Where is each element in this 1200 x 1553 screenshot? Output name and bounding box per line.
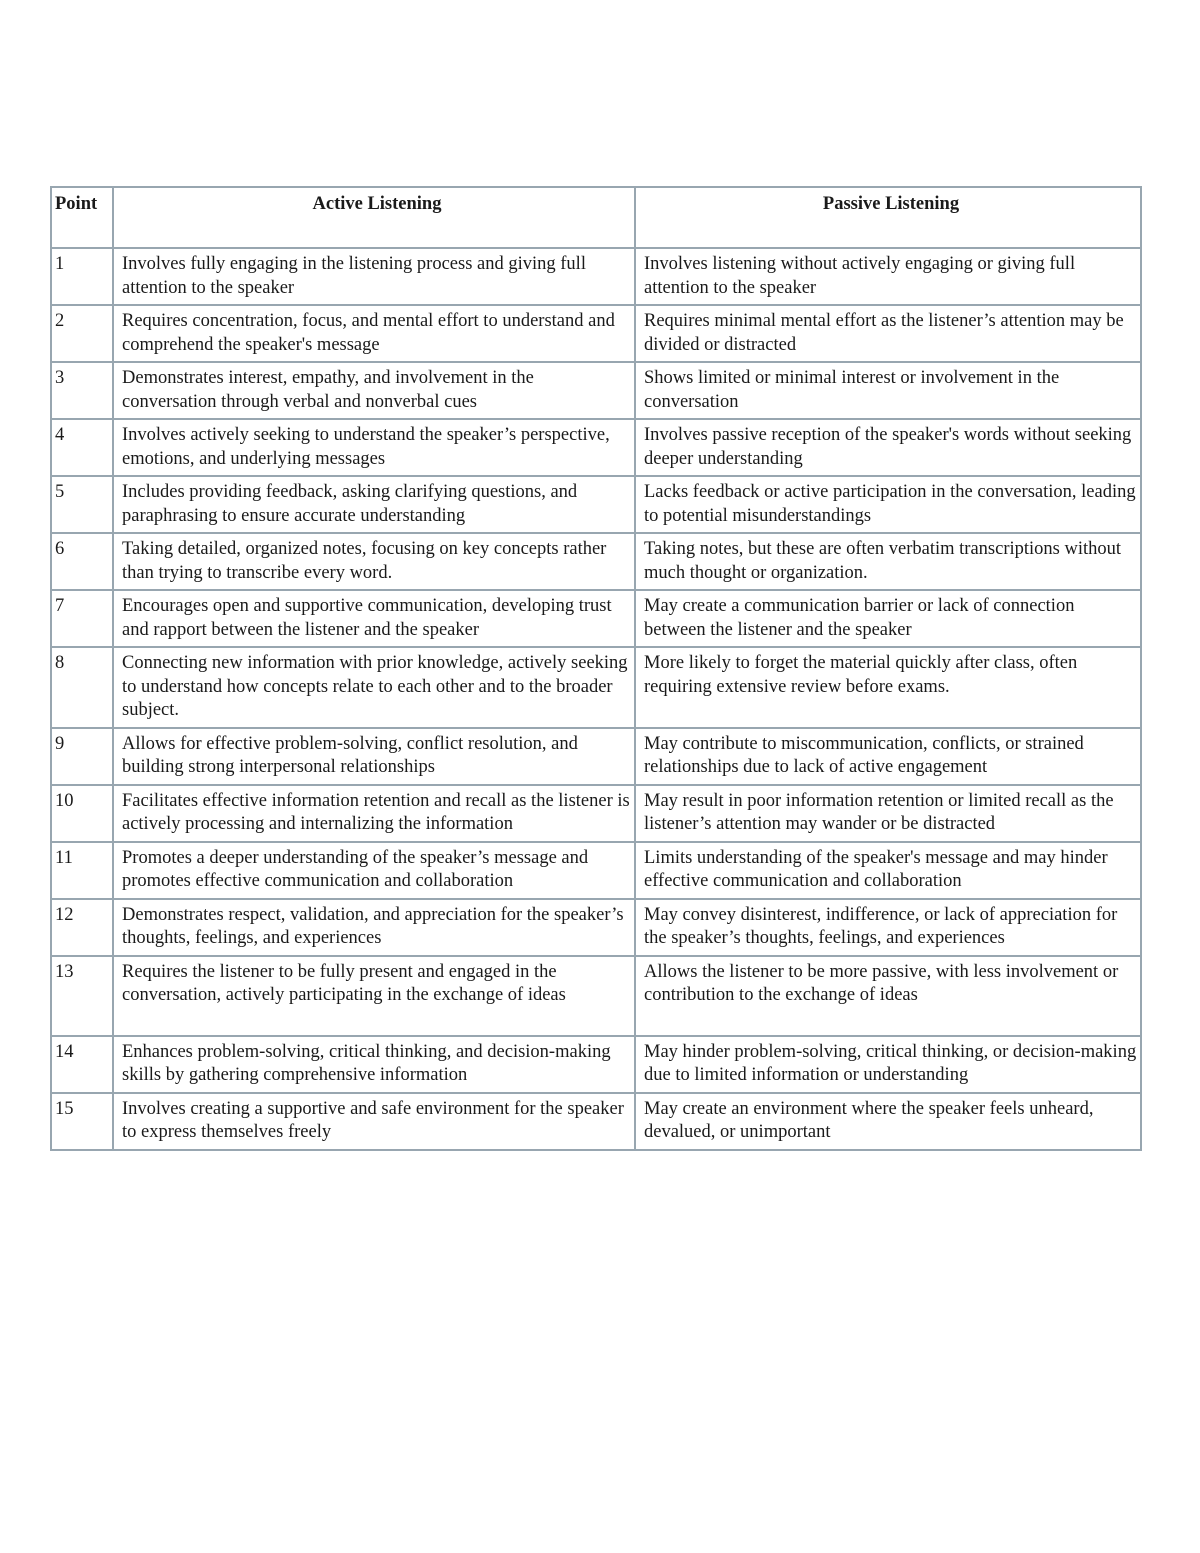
active-cell: Encourages open and supportive communication, developing trust and rapport between the listener and the speaker bbox=[113, 590, 635, 647]
active-cell: Connecting new information with prior knowledge, actively seeking to understand how concepts relate to each other and to the broader subject. bbox=[113, 647, 635, 728]
active-cell: Involves creating a supportive and safe environment for the speaker to express themselves freely bbox=[113, 1093, 635, 1150]
point-cell: 11 bbox=[51, 842, 113, 899]
point-cell: 10 bbox=[51, 785, 113, 842]
point-cell: 8 bbox=[51, 647, 113, 728]
point-cell: 15 bbox=[51, 1093, 113, 1150]
point-cell: 1 bbox=[51, 248, 113, 305]
table-row bbox=[51, 728, 1141, 785]
point-cell: 14 bbox=[51, 1036, 113, 1093]
point-cell: 6 bbox=[51, 533, 113, 590]
table-row bbox=[51, 647, 1141, 728]
comparison-table bbox=[50, 186, 1142, 1151]
passive-cell: May create a communication barrier or lack of connection between the listener and the speaker bbox=[635, 590, 1141, 647]
active-cell: Requires concentration, focus, and mental effort to understand and comprehend the speaker's message bbox=[113, 305, 635, 362]
passive-cell: May result in poor information retention or limited recall as the listener’s attention may wander or be distracted bbox=[635, 785, 1141, 842]
header-passive-listening: Passive Listening bbox=[635, 187, 1141, 248]
header-point: Point bbox=[51, 187, 113, 248]
table-row bbox=[51, 842, 1141, 899]
table-row bbox=[51, 362, 1141, 419]
passive-cell: Involves listening without actively engaging or giving full attention to the speaker bbox=[635, 248, 1141, 305]
passive-cell: Shows limited or minimal interest or involvement in the conversation bbox=[635, 362, 1141, 419]
table-row bbox=[51, 476, 1141, 533]
active-cell: Requires the listener to be fully present and engaged in the conversation, actively participating in the exchange of ideas bbox=[113, 956, 635, 1036]
passive-cell: More likely to forget the material quickly after class, often requiring extensive review before exams. bbox=[635, 647, 1141, 728]
passive-cell: Taking notes, but these are often verbatim transcriptions without much thought or organization. bbox=[635, 533, 1141, 590]
point-cell: 5 bbox=[51, 476, 113, 533]
passive-cell: Lacks feedback or active participation in the conversation, leading to potential misunderstandings bbox=[635, 476, 1141, 533]
point-cell: 2 bbox=[51, 305, 113, 362]
active-cell: Demonstrates respect, validation, and appreciation for the speaker’s thoughts, feelings, and experiences bbox=[113, 899, 635, 956]
header-active-listening: Active Listening bbox=[113, 187, 635, 248]
passive-cell: May convey disinterest, indifference, or lack of appreciation for the speaker’s thoughts, feelings, and experiences bbox=[635, 899, 1141, 956]
active-cell: Includes providing feedback, asking clarifying questions, and paraphrasing to ensure accurate understanding bbox=[113, 476, 635, 533]
passive-cell: May hinder problem-solving, critical thinking, or decision-making due to limited information or understanding bbox=[635, 1036, 1141, 1093]
table-row bbox=[51, 305, 1141, 362]
table-row bbox=[51, 956, 1141, 1036]
active-cell: Enhances problem-solving, critical thinking, and decision-making skills by gathering comprehensive information bbox=[113, 1036, 635, 1093]
active-cell: Involves fully engaging in the listening process and giving full attention to the speaker bbox=[113, 248, 635, 305]
point-cell: 3 bbox=[51, 362, 113, 419]
table-row bbox=[51, 590, 1141, 647]
table-row bbox=[51, 1093, 1141, 1150]
active-cell: Taking detailed, organized notes, focusing on key concepts rather than trying to transcribe every word. bbox=[113, 533, 635, 590]
passive-cell: Allows the listener to be more passive, with less involvement or contribution to the exchange of ideas bbox=[635, 956, 1141, 1036]
active-cell: Facilitates effective information retention and recall as the listener is actively processing and internalizing the information bbox=[113, 785, 635, 842]
passive-cell: Limits understanding of the speaker's message and may hinder effective communication and collaboration bbox=[635, 842, 1141, 899]
point-cell: 4 bbox=[51, 419, 113, 476]
active-cell: Involves actively seeking to understand the speaker’s perspective, emotions, and underlying messages bbox=[113, 419, 635, 476]
passive-cell: May create an environment where the speaker feels unheard, devalued, or unimportant bbox=[635, 1093, 1141, 1150]
table-row bbox=[51, 899, 1141, 956]
passive-cell: May contribute to miscommunication, conflicts, or strained relationships due to lack of active engagement bbox=[635, 728, 1141, 785]
passive-cell: Requires minimal mental effort as the listener’s attention may be divided or distracted bbox=[635, 305, 1141, 362]
table-header-row bbox=[51, 187, 1141, 248]
table-row bbox=[51, 785, 1141, 842]
active-cell: Allows for effective problem-solving, conflict resolution, and building strong interpersonal relationships bbox=[113, 728, 635, 785]
point-cell: 9 bbox=[51, 728, 113, 785]
table-row bbox=[51, 1036, 1141, 1093]
passive-cell: Involves passive reception of the speaker's words without seeking deeper understanding bbox=[635, 419, 1141, 476]
table-row bbox=[51, 533, 1141, 590]
point-cell: 13 bbox=[51, 956, 113, 1036]
active-cell: Demonstrates interest, empathy, and involvement in the conversation through verbal and nonverbal cues bbox=[113, 362, 635, 419]
table-row bbox=[51, 419, 1141, 476]
table-row bbox=[51, 248, 1141, 305]
point-cell: 12 bbox=[51, 899, 113, 956]
active-cell: Promotes a deeper understanding of the speaker’s message and promotes effective communication and collaboration bbox=[113, 842, 635, 899]
point-cell: 7 bbox=[51, 590, 113, 647]
